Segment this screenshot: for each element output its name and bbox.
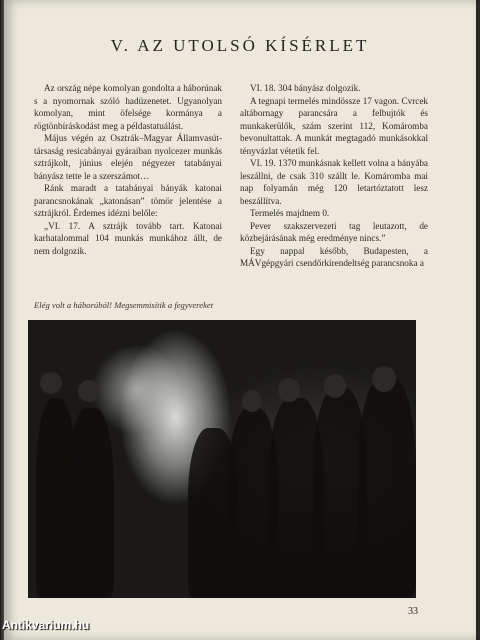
paragraph: Május végén az Osztrák–Magyar Államvasút-társaság resicabányai gyáraiban nyolcezer munkás sztrájkolt, június elején négyezer tatabányai bányász tette le a szerszámot… [34,133,222,181]
book-page [4,0,476,640]
paragraph: VI. 19. 1370 munkásnak kellett volna a bányába leszállni, de csak 310 szállt le. Komáromba mai nap folyamán még 120 letartóztatott lesz beszállítva. [240,158,428,206]
paragraph: Az ország népe komolyan gondolta a háborúnak s a nyomornak szóló hadüzenetet. Ugyanolyan komolyan, mint öfelsége kormánya a rögtönbíráskodást meg a példastatuálást. [34,83,222,131]
photo-head [242,390,262,412]
right-column [240,82,428,270]
photo-head [278,378,300,402]
paragraph: Pever szakszervezeti tag leutazott, de közbejárásának még eredménye nincs.” [240,220,428,243]
photo-head [78,380,100,402]
page-number: 33 [408,606,418,617]
historical-photo [28,320,416,598]
paragraph: Ránk maradt a tatabányai bányák katonai parancsnokának „katonásan” tömör jelentése a sztrájkról. Érdemes idézni belőle: [34,183,222,218]
watermark: Antikvarium.hu [2,618,90,632]
chapter-title: V. AZ UTOLSÓ KÍSÉRLET [110,36,370,55]
paragraph: Egy nappal később, Budapesten, a MÁVgépgyári csendőrkirendeltség parancsnoka a [240,245,428,268]
photo-figure [68,408,114,598]
photo-figure [358,378,416,598]
left-column [34,82,222,257]
paragraph: „VI. 17. A sztrájk tovább tart. Katonai karhatalommal 104 munkás munkához állt, de nem dolgozik. [34,220,222,256]
photo-head [324,374,346,398]
paragraph: VI. 18. 304 bányász dolgozik. [250,83,361,93]
photo-head [40,372,62,394]
paragraph: Termelés majdnem 0. [250,208,330,218]
photo-head [372,366,396,392]
paragraph: A tegnapi termelés mindössze 17 vagon. Cvrcek altábornagy parancsára a felbujtók és munkakerülők, szám szerint 112, Komáromba bevonultattak. A munkát megtagadó munkásokkal tényvázlat vétetik fel. [240,95,428,156]
photo-caption: Elég volt a háborúból! Megsemmisítik a fegyvereket [34,300,214,310]
